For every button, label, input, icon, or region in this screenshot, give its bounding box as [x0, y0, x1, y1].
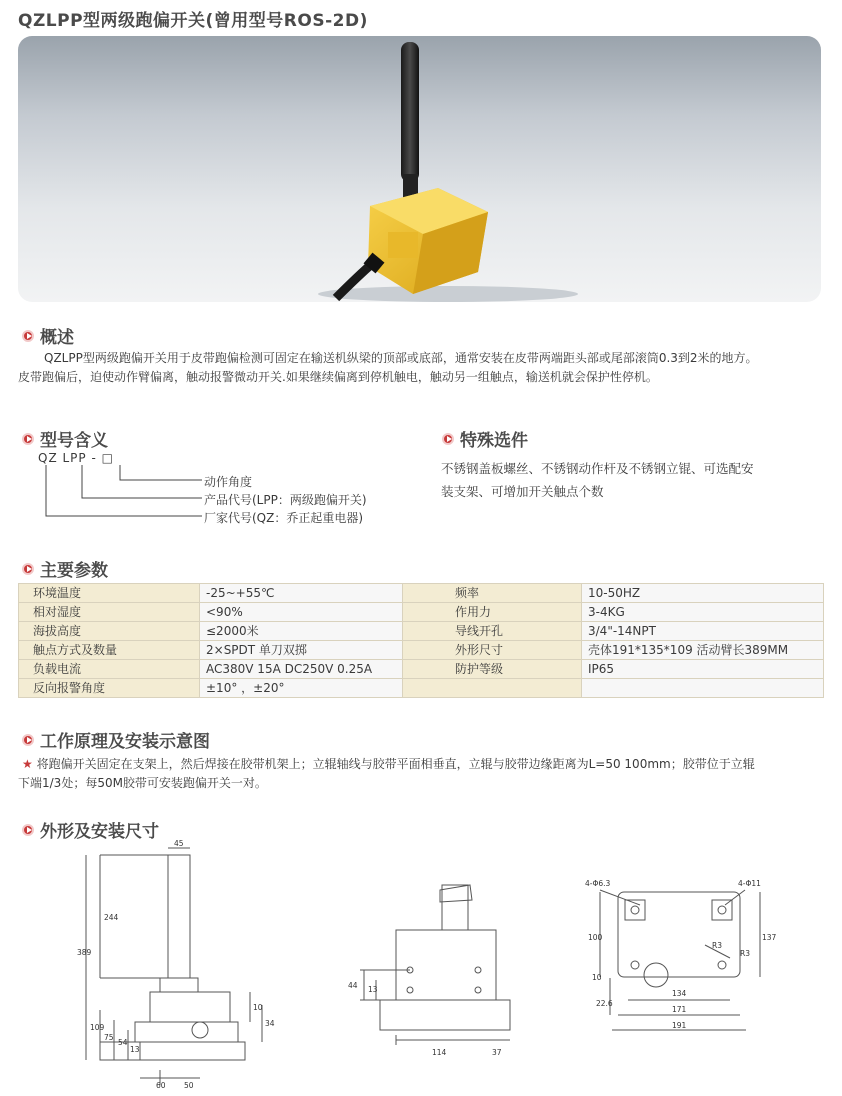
dim-label: 13: [368, 985, 378, 994]
special-line2: 装支架、可增加开关触点个数: [441, 484, 604, 499]
dim-label: 171: [672, 1005, 687, 1014]
dim-label: 60: [156, 1081, 166, 1090]
arrow-bullet-icon: [22, 330, 34, 342]
model-item-maker: 厂家代号(QZ：乔正起重电器): [204, 511, 364, 525]
dim-label: 54: [118, 1038, 128, 1047]
param-value: -25~+55℃: [200, 584, 403, 603]
dim-label: 37: [492, 1048, 502, 1057]
param-value: AC380V 15A DC250V 0.25A: [200, 660, 403, 679]
model-item-product: 产品代号(LPP：两级跑偏开关): [204, 493, 367, 507]
arrow-bullet-icon: [22, 433, 34, 445]
table-row: [19, 660, 824, 679]
special-line1: 不锈钢盖板螺丝、不锈钢动作杆及不锈钢立锟、可选配安: [441, 461, 754, 476]
table-row: [19, 603, 824, 622]
principle-line1: [22, 755, 832, 774]
dim-label: 10: [592, 973, 602, 982]
model-heading: [22, 426, 108, 451]
param-value: 10-50HZ: [582, 584, 824, 603]
param-value: ≤2000米: [200, 622, 403, 641]
dim-label: 50: [184, 1081, 194, 1090]
param-value: 壳体191*135*109 活动臂长389MM: [582, 641, 824, 660]
dim-label: 34: [265, 1019, 275, 1028]
principle-heading: [22, 727, 210, 752]
dim-label: 13: [130, 1045, 140, 1054]
dimensions-heading-text: 外形及安装尺寸: [40, 822, 159, 842]
table-row: [19, 584, 824, 603]
param-label: 海拔高度: [19, 622, 200, 641]
dim-label: 45: [174, 839, 184, 848]
principle-line2: 下端1/3处；每50M胶带可安装跑偏开关一对。: [18, 776, 267, 790]
param-value: 3/4"-14NPT: [582, 622, 824, 641]
front-view-drawing: [360, 885, 510, 1045]
dim-label: 137: [762, 933, 777, 942]
model-heading-text: 型号含义: [40, 431, 108, 451]
dim-label: 191: [672, 1021, 687, 1030]
table-row: [19, 622, 824, 641]
principle-heading-text: 工作原理及安装示意图: [40, 732, 210, 752]
dim-label: 75: [104, 1033, 114, 1042]
dim-label: 100: [588, 933, 603, 942]
side-view-drawing: [86, 848, 262, 1085]
param-value: ±10° ，±20°: [200, 679, 403, 698]
dim-label: R3: [740, 949, 750, 958]
dim-label: 10: [253, 1003, 263, 1012]
param-label: [403, 679, 582, 698]
arrow-bullet-icon: [22, 563, 34, 575]
param-value: [582, 679, 824, 698]
special-text: [441, 457, 826, 503]
dim-label: 134: [672, 989, 687, 998]
arrow-bullet-icon: [442, 433, 454, 445]
model-code: QZ LPP - □: [38, 451, 114, 465]
param-label: 防护等级: [403, 660, 582, 679]
dim-label: 244: [104, 913, 119, 922]
table-row: [19, 679, 824, 698]
special-heading: [442, 426, 528, 451]
param-label: 外形尺寸: [403, 641, 582, 660]
param-label: 频率: [403, 584, 582, 603]
overview-heading-text: 概述: [40, 328, 74, 348]
param-label: 环境温度: [19, 584, 200, 603]
dim-label: R3: [712, 941, 722, 950]
dim-label: 4-Φ6.3: [585, 879, 611, 888]
param-label: 触点方式及数量: [19, 641, 200, 660]
principle-line1-text: 将跑偏开关固定在支架上，然后焊接在胶带机架上；立辊轴线与胶带平面相垂直，立辊与胶带边缘距离为L=50 100mm；胶带位于立辊: [36, 757, 755, 771]
dim-label: 4-Φ11: [738, 879, 761, 888]
star-icon: ★: [22, 757, 33, 771]
overview-line1: QZLPP型两级跑偏开关用于皮带跑偏检测可固定在输送机纵梁的顶部或底部，通常安装在皮带两端距头部或尾部滚筒0.3到2米的地方。: [44, 351, 758, 365]
dimension-drawings: [0, 830, 842, 1090]
params-table: [18, 583, 824, 698]
param-label: 反向报警角度: [19, 679, 200, 698]
overview-heading: [22, 323, 74, 348]
param-label: 作用力: [403, 603, 582, 622]
param-label: 负载电流: [19, 660, 200, 679]
product-photo: [18, 36, 821, 302]
page-title: QZLPP型两级跑偏开关(曾用型号ROS-2D): [18, 11, 368, 31]
params-heading-text: 主要参数: [40, 561, 108, 581]
table-row: [19, 641, 824, 660]
dim-label: 22.6: [596, 999, 613, 1008]
param-value: <90%: [200, 603, 403, 622]
param-label: 导线开孔: [403, 622, 582, 641]
params-heading: [22, 556, 108, 581]
overview-line2: 皮带跑偏后，迫使动作臂偏离，触动报警微动开关.如果继续偏离到停机触电，触动另一组触点，输送机就会保护性停机。: [18, 370, 658, 384]
special-heading-text: 特殊选件: [460, 431, 528, 451]
param-value: 2×SPDT 单刀双掷: [200, 641, 403, 660]
param-label: 相对湿度: [19, 603, 200, 622]
dim-label: 389: [77, 948, 92, 957]
dim-label: 44: [348, 981, 358, 990]
model-leader-lines: [36, 465, 206, 525]
model-item-angle: 动作角度: [204, 475, 253, 489]
arrow-bullet-icon: [22, 734, 34, 746]
dim-label: 114: [432, 1048, 447, 1057]
param-value: 3-4KG: [582, 603, 824, 622]
dim-label: 109: [90, 1023, 105, 1032]
param-value: IP65: [582, 660, 824, 679]
